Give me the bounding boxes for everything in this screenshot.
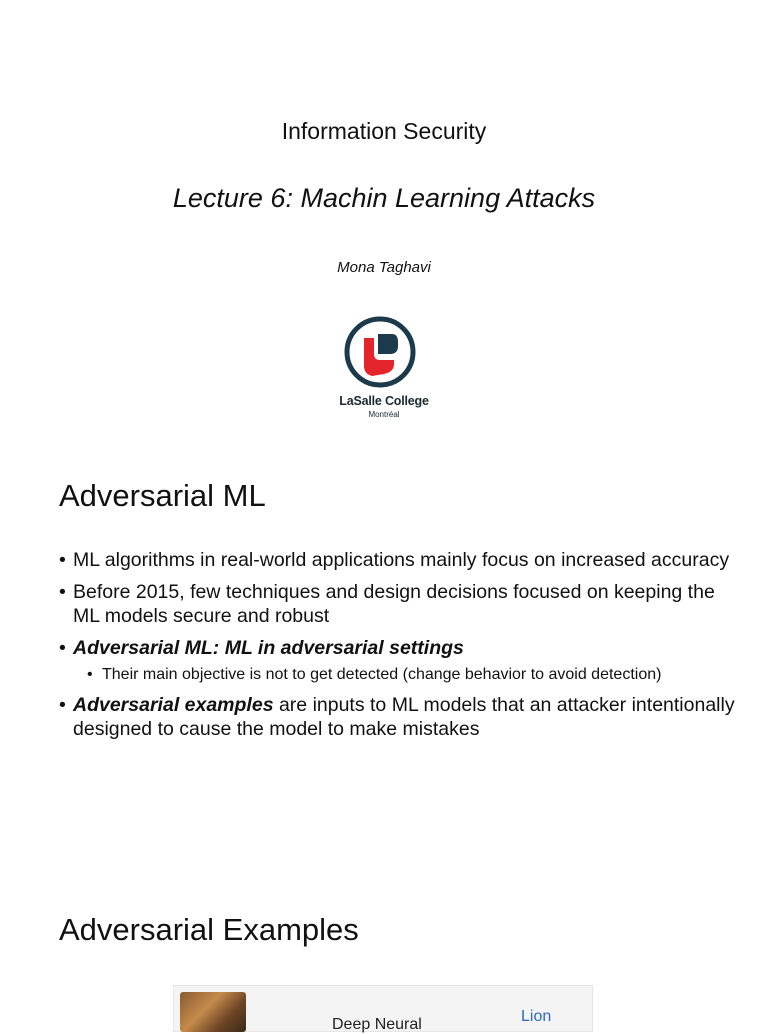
- slide-title-adversarial-ml: Adversarial ML: [59, 478, 266, 513]
- college-logo: [320, 316, 448, 426]
- logo-college-city: Montréal: [368, 410, 400, 419]
- course-title: Information Security: [281, 118, 487, 144]
- bullet-text: Before 2015, few techniques and design decisions focused on keeping the ML models secure and robust: [73, 581, 715, 627]
- sub-bullet-item: [73, 664, 739, 685]
- logo-college-name: LaSalle College: [339, 394, 429, 408]
- bullet-text: are inputs to ML models that an attacker intentionally designed to cause the model to make mistakes: [73, 694, 735, 740]
- figure-output-label: Lion: [521, 1008, 552, 1025]
- lion-image: [180, 992, 246, 1032]
- figure-model-label: Deep Neural: [332, 1016, 422, 1033]
- lecture-title: Lecture 6: Machin Learning Attacks: [172, 183, 596, 213]
- slide-title-adversarial-examples: Adversarial Examples: [59, 912, 359, 947]
- college-logo-emblem-icon: [320, 316, 448, 392]
- adversarial-example-figure: [173, 985, 593, 1032]
- bullet-item: [59, 693, 739, 741]
- sub-bullet-list: [73, 664, 739, 685]
- bullet-emphasis: Adversarial examples: [73, 694, 274, 716]
- bullet-item: [59, 580, 739, 628]
- bullet-list: [59, 548, 739, 749]
- author-name: Mona Taghavi: [337, 259, 431, 276]
- bullet-text: ML algorithms in real-world applications mainly focus on increased accuracy: [73, 549, 730, 571]
- bullet-emphasis: Adversarial ML: ML in adversarial settings: [73, 637, 464, 659]
- sub-bullet-text: Their main objective is not to get detected (change behavior to avoid detection): [102, 666, 662, 683]
- bullet-item: [59, 636, 739, 685]
- bullet-item: [59, 548, 739, 572]
